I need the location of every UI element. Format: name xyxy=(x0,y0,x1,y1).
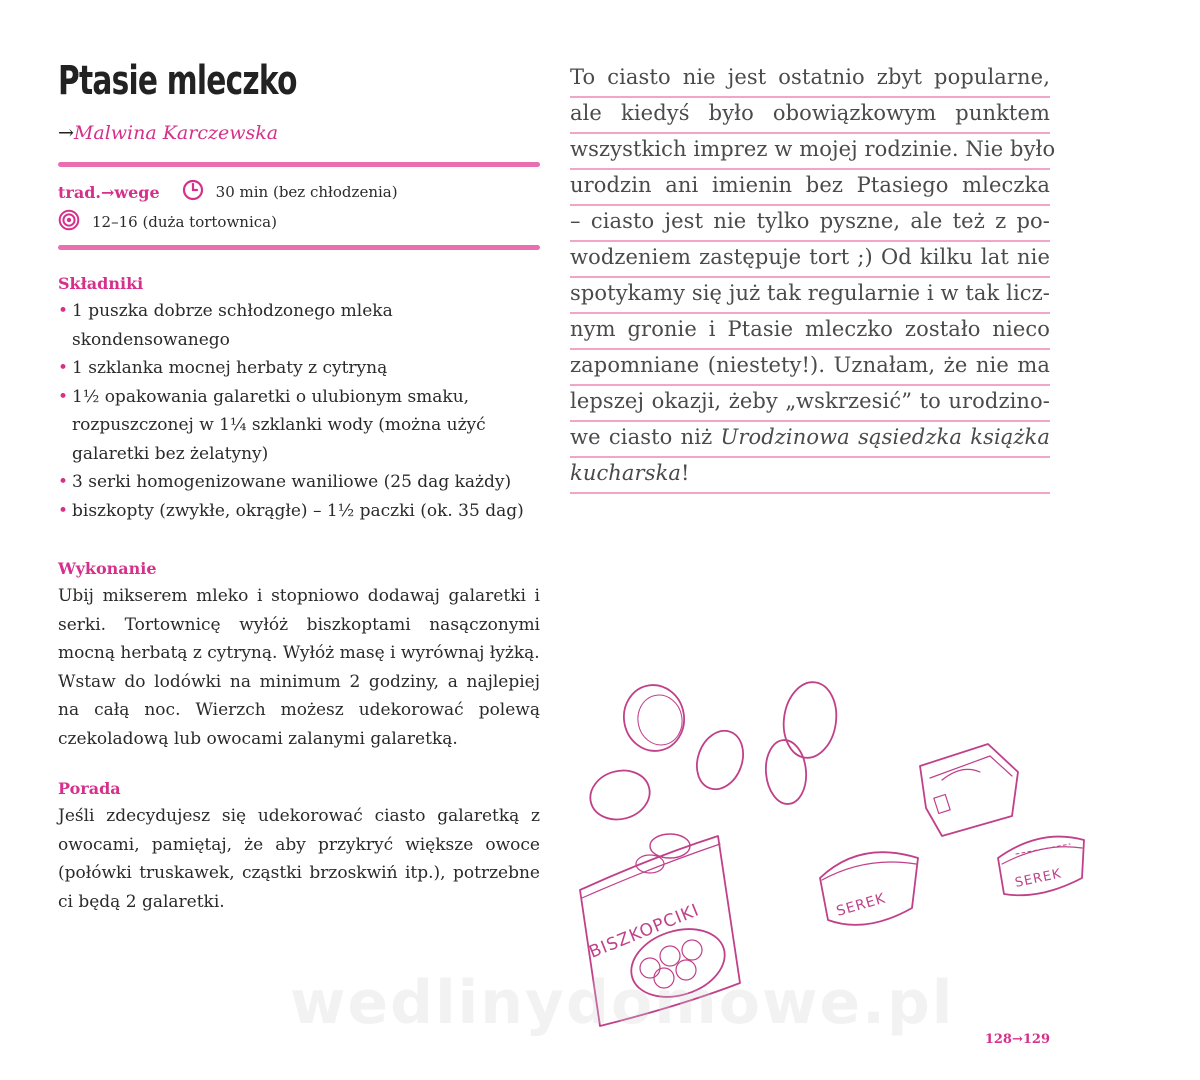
meta-row-time xyxy=(58,179,540,205)
open-cup xyxy=(920,744,1018,836)
intro-line: urodzin ani imienin bez Ptasiego mleczka xyxy=(570,170,1050,206)
servings: 12–16 (duża tortownica) xyxy=(92,213,277,231)
intro-line: zapomniane (niestety!). Uznałam, że nie ma xyxy=(570,350,1050,386)
intro-line xyxy=(570,458,1050,494)
method-section xyxy=(58,559,540,753)
recipe-column xyxy=(58,52,540,916)
author-arrow: → xyxy=(58,122,74,144)
ingredients-section xyxy=(58,274,540,525)
ingredient-item: • 1 szklanka mocnej herbaty z cytryną xyxy=(58,354,540,383)
tip-paragraph: Jeśli zdecydujesz się udekorować ciasto galaretką z owocami, pamiętaj, że aby przykryć większe owoce (połówki truskawek, cząstki brzoskwiń itp.), potrzebne ci będą 2 galaretki. xyxy=(58,806,540,912)
divider-bottom xyxy=(58,245,540,250)
book-title: Urodzinowa sąsiedzka książka xyxy=(720,425,1050,449)
intro-line: – ciasto jest nie tylko pyszne, ale też z po- xyxy=(570,206,1050,242)
method-paragraph: Wstaw do lodówki na minimum 2 godziny, a najlepiej na całą noc. Wierzch możesz udekorować polewą czekoladową lub owocami zalanymi galaretką. xyxy=(58,671,540,749)
tip-heading: Porada xyxy=(58,779,121,798)
intro-column xyxy=(570,62,1056,494)
ingredients-list xyxy=(58,297,540,525)
intro-line xyxy=(570,422,1050,458)
ingredient-item: • 3 serki homogenizowane waniliowe (25 dag każdy) xyxy=(58,468,540,497)
intro-line: lepszej okazji, żeby „wskrzesić” to urodzino- xyxy=(570,386,1050,422)
watermark: wedlinydomowe.pl xyxy=(290,968,955,1038)
intro-line: nym gronie i Ptasie mleczko zostało nieco xyxy=(570,314,1050,350)
intro-text: we ciasto niż xyxy=(570,425,721,449)
biscuit xyxy=(779,679,841,761)
page-numbers: 128→129 xyxy=(984,1032,1050,1047)
ingredient-item: • 1 puszka dobrze schłodzonego mleka skondensowanego xyxy=(58,297,540,354)
method-paragraph: Ubij mikserem mleko i stopniowo dodawaj galaretki i serki. Tortownicę wyłóż biszkoptami nasączonymi mocną herbatą z cytryną. Wyłóż masę i wyrównaj łyżką. xyxy=(58,586,540,663)
page-title: Ptasie mleczko xyxy=(58,58,297,104)
ingredients-heading: Składniki xyxy=(58,274,144,293)
cheese-cup-2 xyxy=(998,837,1084,896)
intro-line: wodzeniem zastępuje tort ;) Od kilku lat nie xyxy=(570,242,1050,278)
cup-label-2: SEREK xyxy=(1013,866,1064,891)
author-name: Malwina Karczewska xyxy=(73,122,279,144)
tip-text xyxy=(58,802,540,916)
intro-line: To ciasto nie jest ostatnio zbyt popularne, xyxy=(570,62,1050,98)
author-line xyxy=(58,122,540,144)
intro-line: wszystkich imprez w mojej rodzinie. Nie było xyxy=(570,134,1050,170)
biscuit xyxy=(763,738,808,805)
clock-icon xyxy=(182,179,204,205)
method-text xyxy=(58,582,540,753)
biscuit xyxy=(619,680,690,755)
servings-icon xyxy=(58,209,80,235)
intro-line: spotykamy się już tak regularnie i w tak licz- xyxy=(570,278,1050,314)
intro-line: ale kiedyś było obowiązkowym punktem xyxy=(570,98,1050,134)
method-heading: Wykonanie xyxy=(58,559,157,578)
bag-label: BISZKOPCIKI xyxy=(586,900,703,963)
prep-time: 30 min (bez chłodzenia) xyxy=(215,183,398,201)
ingredient-item: • biszkopty (zwykłe, okrągłe) – 1½ paczki (ok. 35 dag) xyxy=(58,497,540,526)
cheese-cup xyxy=(820,852,918,925)
meta-row-servings xyxy=(58,209,540,235)
divider-top xyxy=(58,162,540,167)
biscuit xyxy=(689,724,751,795)
tip-section xyxy=(58,779,540,916)
cup-label: SEREK xyxy=(834,890,888,920)
book-title-end: kucharska xyxy=(570,461,682,485)
diet-tag: trad.→wege xyxy=(58,182,160,202)
biscuit xyxy=(585,764,655,826)
ingredient-item: • 1½ opakowania galaretki o ulubionym smaku, rozpuszczonej w 1¼ szklanki wody (można użyć galaretki bez żelatyny) xyxy=(58,383,540,469)
intro-text: ! xyxy=(681,461,690,485)
